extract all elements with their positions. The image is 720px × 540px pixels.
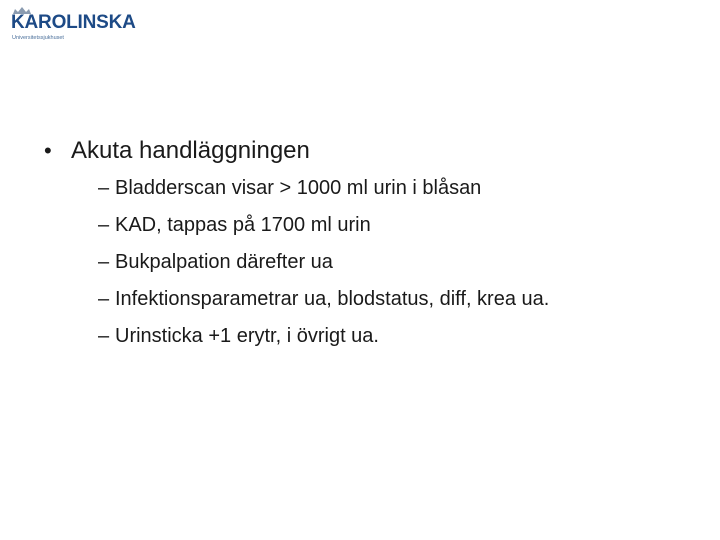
karolinska-logo [11, 6, 151, 42]
slide-content [44, 133, 704, 362]
list-item [98, 177, 704, 199]
logo-name: KAROLINSKA [11, 12, 136, 33]
list-item [98, 251, 704, 273]
list-item [98, 214, 704, 236]
list-item [98, 325, 704, 347]
heading-text: Akuta handläggningen [71, 137, 310, 164]
list-item-text: Bladderscan visar > 1000 ml urin i blåsan [115, 177, 482, 199]
bullet-marker: • [44, 138, 52, 163]
list-item [98, 288, 704, 310]
sub-bullet-list [44, 177, 704, 347]
dash-marker: – [98, 325, 110, 347]
dash-marker: – [98, 214, 110, 236]
dash-marker: – [98, 251, 110, 273]
list-item-text: Urinsticka +1 erytr, i övrigt ua. [115, 325, 379, 347]
dash-marker: – [98, 288, 110, 310]
list-item-text: KAD, tappas på 1700 ml urin [115, 214, 371, 236]
bullet-heading [44, 133, 704, 169]
list-item-text: Bukpalpation därefter ua [115, 251, 333, 273]
logo-subtitle: Universitetssjukhuset [12, 35, 64, 41]
list-item-text: Infektionsparametrar ua, blodstatus, diff, krea ua. [115, 288, 550, 310]
dash-marker: – [98, 177, 110, 199]
